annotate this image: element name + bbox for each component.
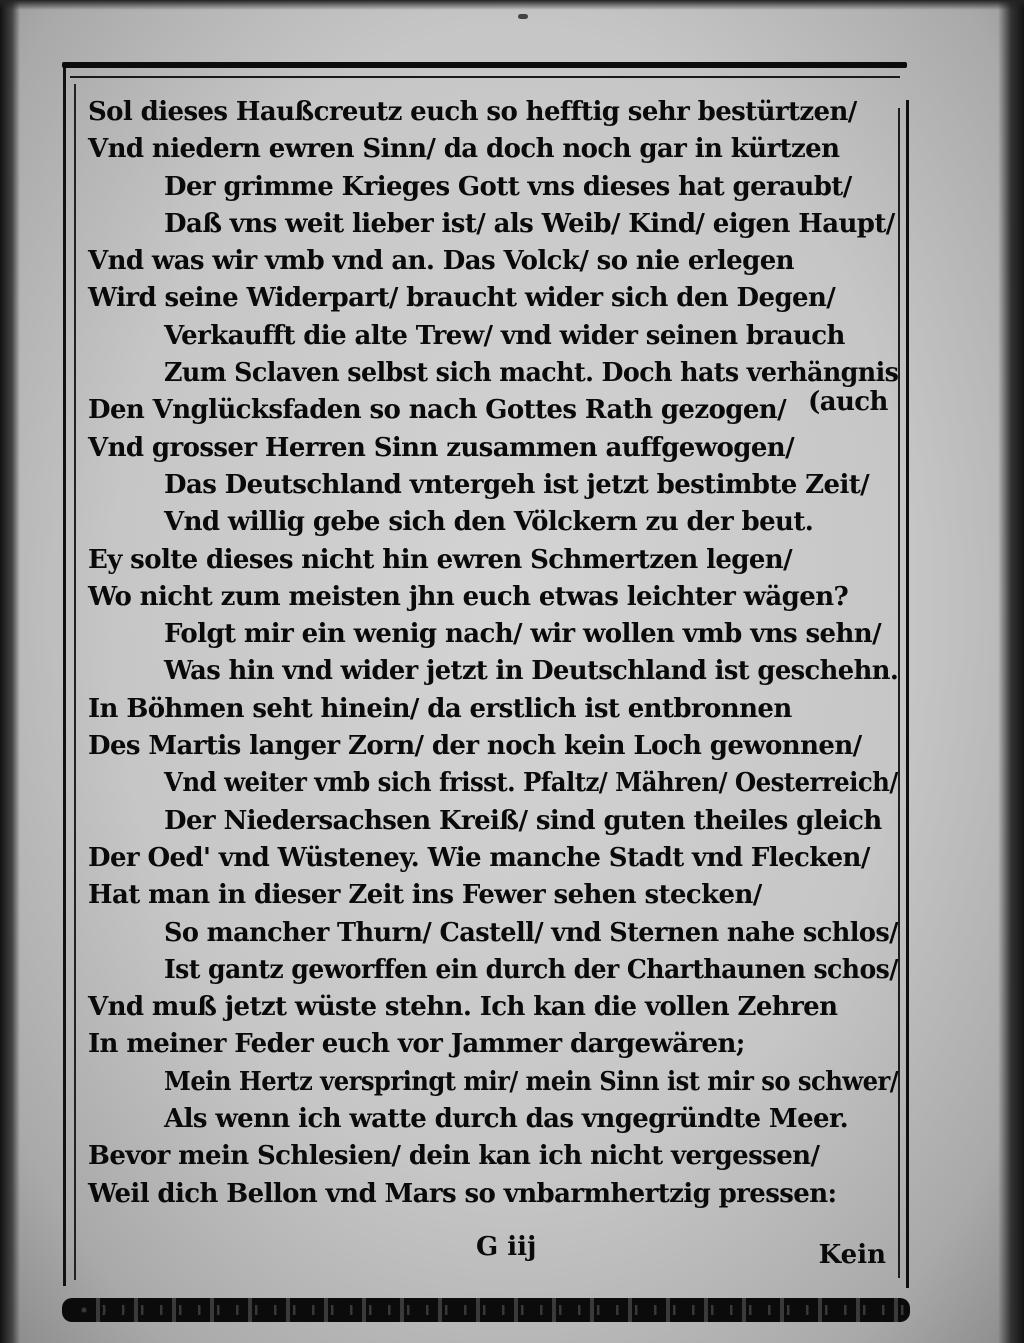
- poem-line: [88, 952, 898, 989]
- poem-line-text: Der Niedersachsen Kreiß/ sind guten theiles gleich: [164, 805, 882, 836]
- poem-line: [88, 691, 898, 728]
- poem-line-text: In Böhmen seht hinein/ da erstlich ist entbronnen: [88, 693, 792, 724]
- top-border-inner-rule: [70, 76, 900, 78]
- poem-line-text: Daß vns weit lieber ist/ als Weib/ Kind/ eigen Haupt/: [164, 208, 895, 239]
- poem-line-text: Das Deutschland vntergeh ist jetzt bestimbte Zeit/: [164, 469, 870, 500]
- poem-line-text: Ist gantz geworffen ein durch der Charthaunen schos/: [164, 954, 898, 985]
- poem-line-text: Als wenn ich watte durch das vngegründte Meer.: [164, 1104, 849, 1135]
- poem-line: [88, 653, 898, 690]
- poem-line: [88, 243, 898, 280]
- top-border-rule: [62, 62, 907, 68]
- poem-line-text: Mein Hertz verspringt mir/ mein Sinn ist mir so schwer/: [164, 1066, 899, 1097]
- poem-line-text: Was hin vnd wider jetzt in Deutschland ist geschehn.: [164, 656, 899, 687]
- poem-line-text: Bevor mein Schlesien/ dein kan ich nicht vergessen/: [88, 1141, 820, 1172]
- poem-line-text: Vnd weiter vmb sich frisst. Pfaltz/ Mähren/ Oesterreich/: [164, 768, 898, 799]
- poem-line-text: Vnd grosser Herren Sinn zusammen auffgewogen/: [88, 432, 794, 463]
- poem-line: [88, 1138, 898, 1175]
- poem-line-text: Der Oed' vnd Wüsteney. Wie manche Stadt vnd Flecken/: [88, 842, 870, 873]
- scan-edge-right: [998, 0, 1024, 1343]
- poem-line: [88, 616, 898, 653]
- poem-line: [88, 94, 898, 131]
- poem-line-text: Vnd muß jetzt wüste stehn. Ich kan die vollen Zehren: [88, 992, 838, 1023]
- poem-line: [88, 355, 898, 392]
- line-overflow-word: (auch: [808, 387, 888, 418]
- poem-line: [88, 430, 898, 467]
- poem-line: [88, 542, 898, 579]
- poem-line: [88, 318, 898, 355]
- ink-speck: [518, 14, 528, 19]
- signature-mark: G iij: [476, 1232, 537, 1262]
- left-border-rule: [63, 68, 66, 1286]
- poem-line-text: Folgt mir ein wenig nach/ wir wollen vmb vns sehn/: [164, 619, 881, 650]
- poem-line-text: Vnd niedern ewren Sinn/ da doch noch gar in kürtzen: [88, 134, 840, 165]
- poem-line: [88, 280, 898, 317]
- poem-line-text: Der grimme Krieges Gott vns dieses hat geraubt/: [164, 171, 852, 202]
- poem-line: [88, 579, 898, 616]
- poem-line: [88, 840, 898, 877]
- poem-line: [88, 765, 898, 802]
- poem-line-text: Ey solte dieses nicht hin ewren Schmertzen legen/: [88, 544, 793, 575]
- poem-line: [88, 728, 898, 765]
- poem-line: [88, 989, 898, 1026]
- poem-line-text: Wird seine Widerpart/ braucht wider sich den Degen/: [88, 283, 836, 314]
- poem-line-text: Wo nicht zum meisten jhn euch etwas leichter wägen?: [88, 581, 849, 612]
- poem-line-text: Hat man in dieser Zeit ins Fewer sehen stecken/: [88, 880, 762, 911]
- poem-line: [88, 803, 898, 840]
- poem-line-text: Verkaufft die alte Trew/ vnd wider seinen brauch: [164, 320, 845, 351]
- right-border-inner-rule: [898, 108, 900, 1278]
- poem-line: [88, 1026, 898, 1063]
- poem-line: [88, 467, 898, 504]
- poem-line: [88, 1064, 898, 1101]
- poem-line: [88, 387, 898, 429]
- bottom-ornament-pattern: [66, 1305, 906, 1315]
- poem-line: [88, 1101, 898, 1138]
- scan-edge-top: [0, 0, 1024, 10]
- catchword: Kein: [818, 1240, 886, 1270]
- poem-line: [88, 169, 898, 206]
- poem-line-text: Vnd was wir vmb vnd an. Das Volck/ so nie erlegen: [88, 246, 794, 277]
- right-border-rule: [906, 100, 909, 1288]
- poem-text-block: [88, 94, 898, 1213]
- poem-line-text: Sol dieses Haußcreutz euch so hefftig sehr bestürtzen/: [88, 97, 857, 127]
- poem-line: [88, 1176, 898, 1213]
- poem-line: [88, 131, 898, 168]
- page-footer: [88, 1232, 888, 1276]
- poem-line-text: Den Vnglücksfaden so nach Gottes Rath gezogen/: [88, 395, 787, 426]
- poem-line-text: So mancher Thurn/ Castell/ vnd Sternen nahe schlos/: [164, 917, 898, 948]
- poem-line: [88, 206, 898, 243]
- poem-line-text: Zum Sclaven selbst sich macht. Doch hats verhängnis: [164, 358, 899, 389]
- poem-line-text: Vnd willig gebe sich den Völckern zu der beut.: [164, 507, 814, 538]
- poem-line: [88, 915, 898, 952]
- left-border-inner-rule: [74, 84, 76, 1280]
- poem-line-text: Weil dich Bellon vnd Mars so vnbarmhertzig pressen:: [88, 1178, 837, 1209]
- poem-line-text: Des Martis langer Zorn/ der noch kein Loch gewonnen/: [88, 731, 862, 762]
- poem-line: [88, 877, 898, 914]
- poem-line-text: In meiner Feder euch vor Jammer dargewären;: [88, 1029, 745, 1060]
- poem-line: [88, 504, 898, 541]
- scan-edge-left: [0, 0, 20, 1343]
